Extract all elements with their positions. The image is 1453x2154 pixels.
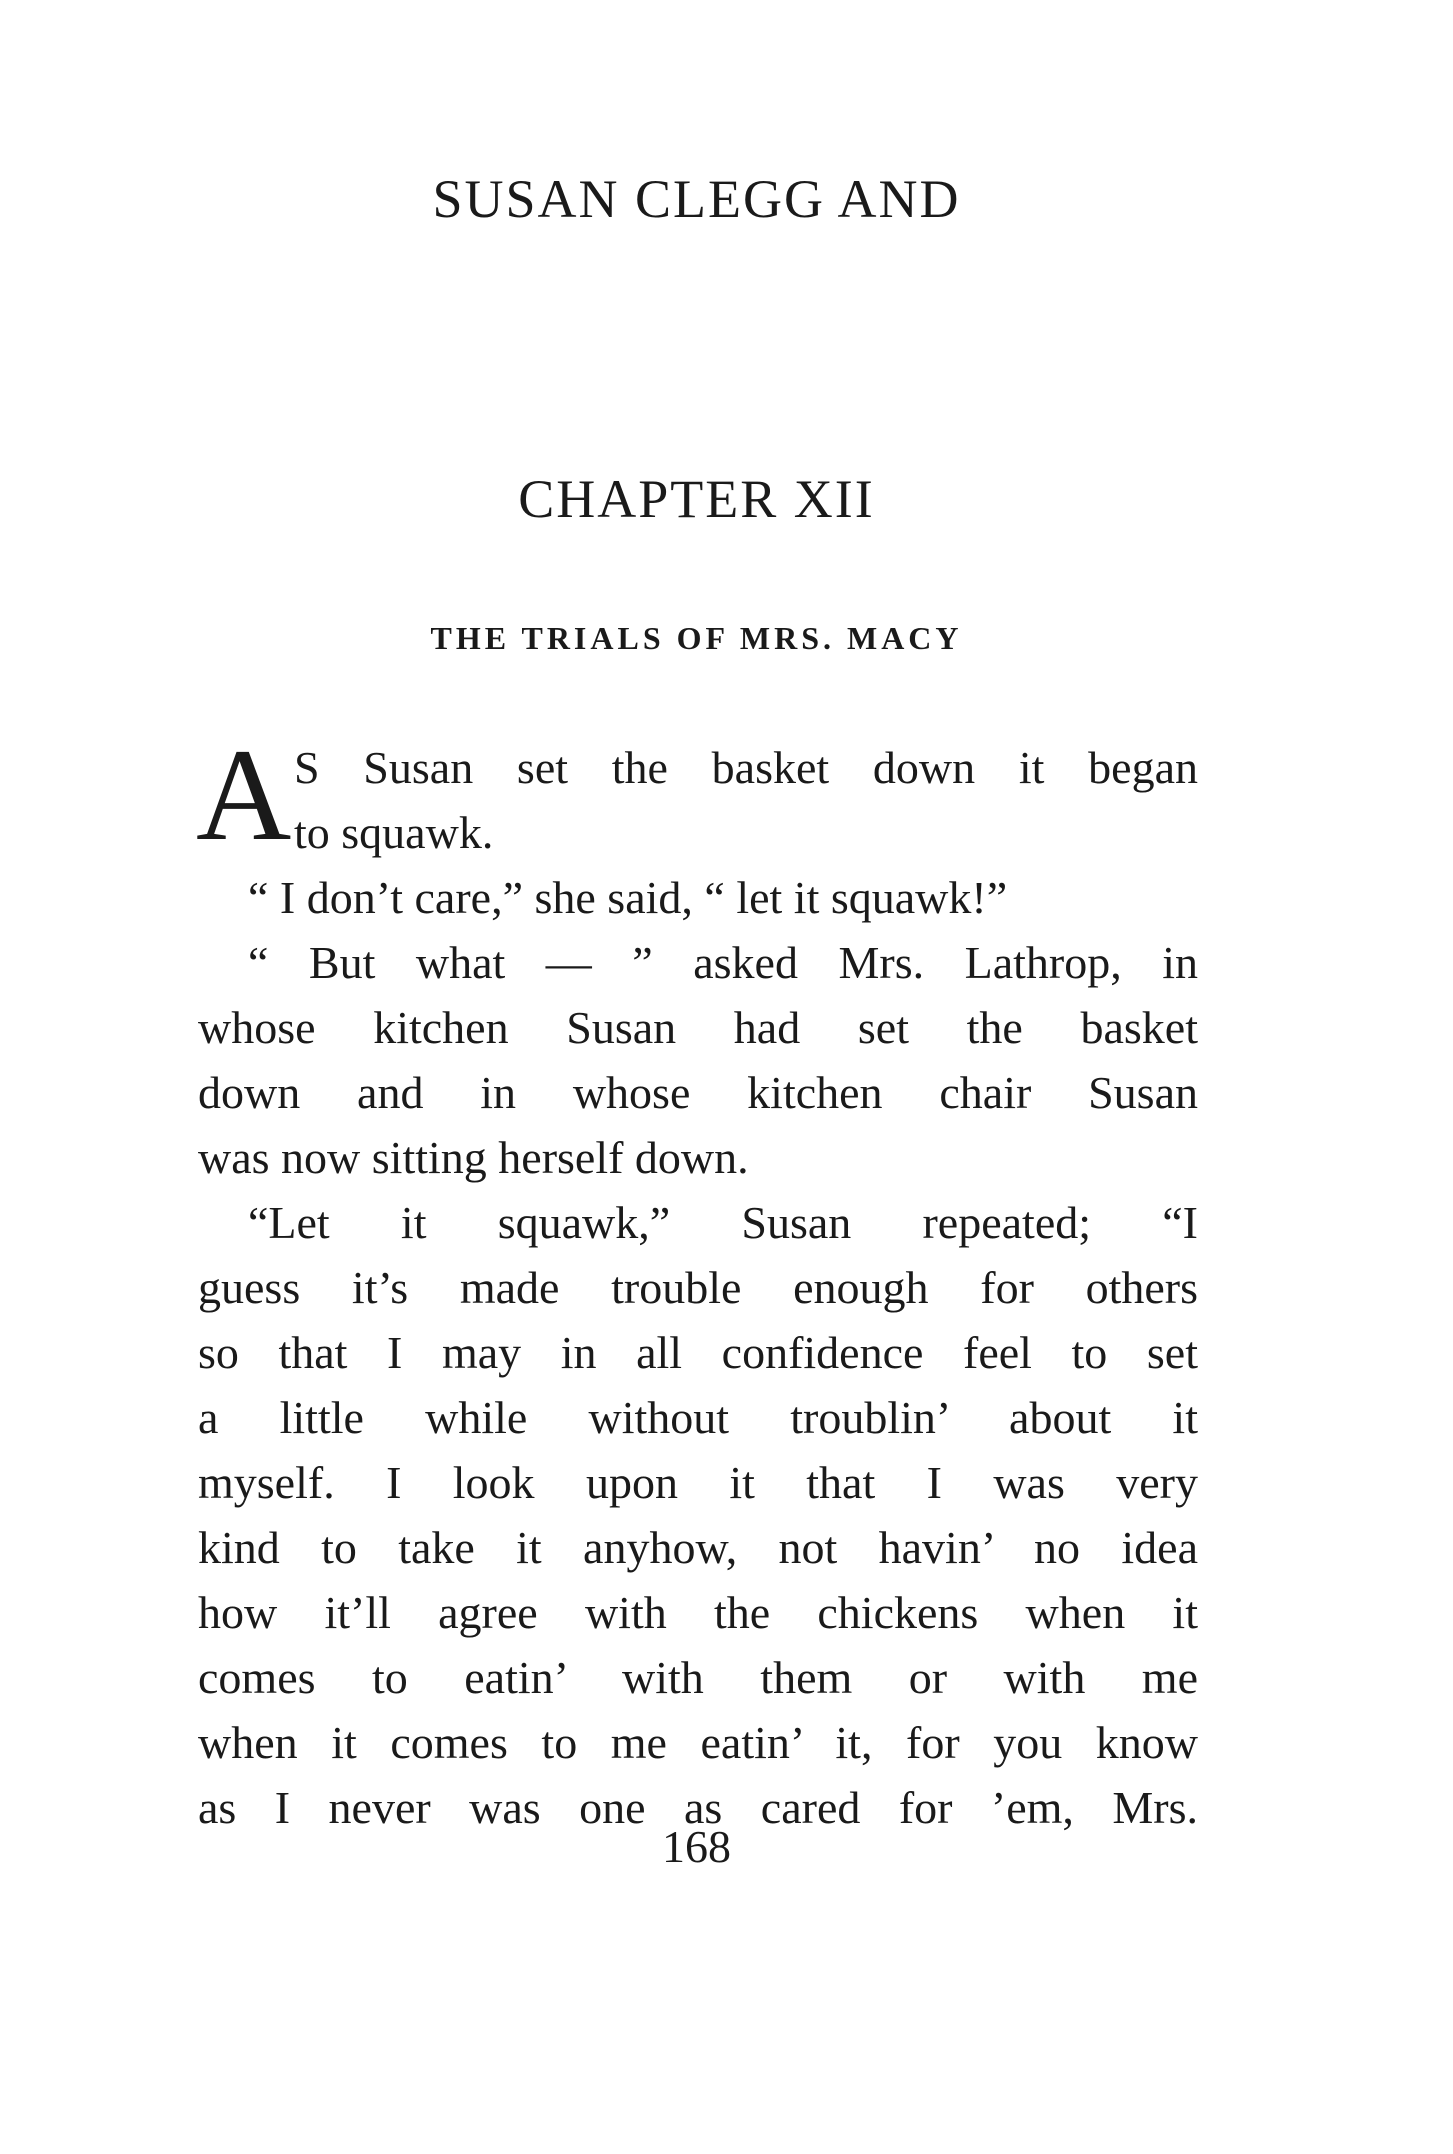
text-line: a little while without troublin’ about it [198, 1392, 1198, 1443]
text-line: comes to eatin’ with them or with me [198, 1652, 1198, 1703]
text-line: to squawk. [294, 807, 494, 858]
text-line: S Susan set the basket down it began [294, 742, 1198, 793]
text-line: “ I don’t care,” she said, “ let it squawk!” [248, 872, 1008, 923]
text-line: “Let it squawk,” Susan repeated; “I [248, 1197, 1198, 1248]
paragraph-4 [198, 1190, 1198, 1840]
text-line: guess it’s made trouble enough for others [198, 1262, 1198, 1313]
running-head: SUSAN CLEGG AND [432, 169, 961, 229]
text-line: “ But what — ” asked Mrs. Lathrop, in [248, 937, 1198, 988]
drop-cap: A [196, 721, 292, 868]
paragraph-3 [198, 930, 1198, 1190]
body-text [196, 721, 1198, 1840]
text-line: kind to take it anyhow, not havin’ no idea [198, 1522, 1198, 1573]
text-line: how it’ll agree with the chickens when it [198, 1587, 1198, 1638]
text-line: as I never was one as cared for ’em, Mrs. [198, 1782, 1198, 1833]
text-line: down and in whose kitchen chair Susan [198, 1067, 1198, 1118]
paragraph-1 [196, 721, 1198, 868]
text-line: so that I may in all confidence feel to set [198, 1327, 1198, 1378]
text-line: was now sitting herself down. [198, 1132, 749, 1183]
page-number: 168 [662, 1821, 731, 1872]
paragraph-2 [198, 865, 1198, 930]
text-line: when it comes to me eatin’ it, for you know [198, 1717, 1198, 1768]
text-line: whose kitchen Susan had set the basket [198, 1002, 1198, 1053]
text-line: myself. I look upon it that I was very [198, 1457, 1198, 1508]
chapter-title: CHAPTER XII [518, 469, 875, 529]
chapter-subtitle: THE TRIALS OF MRS. MACY [430, 620, 963, 656]
